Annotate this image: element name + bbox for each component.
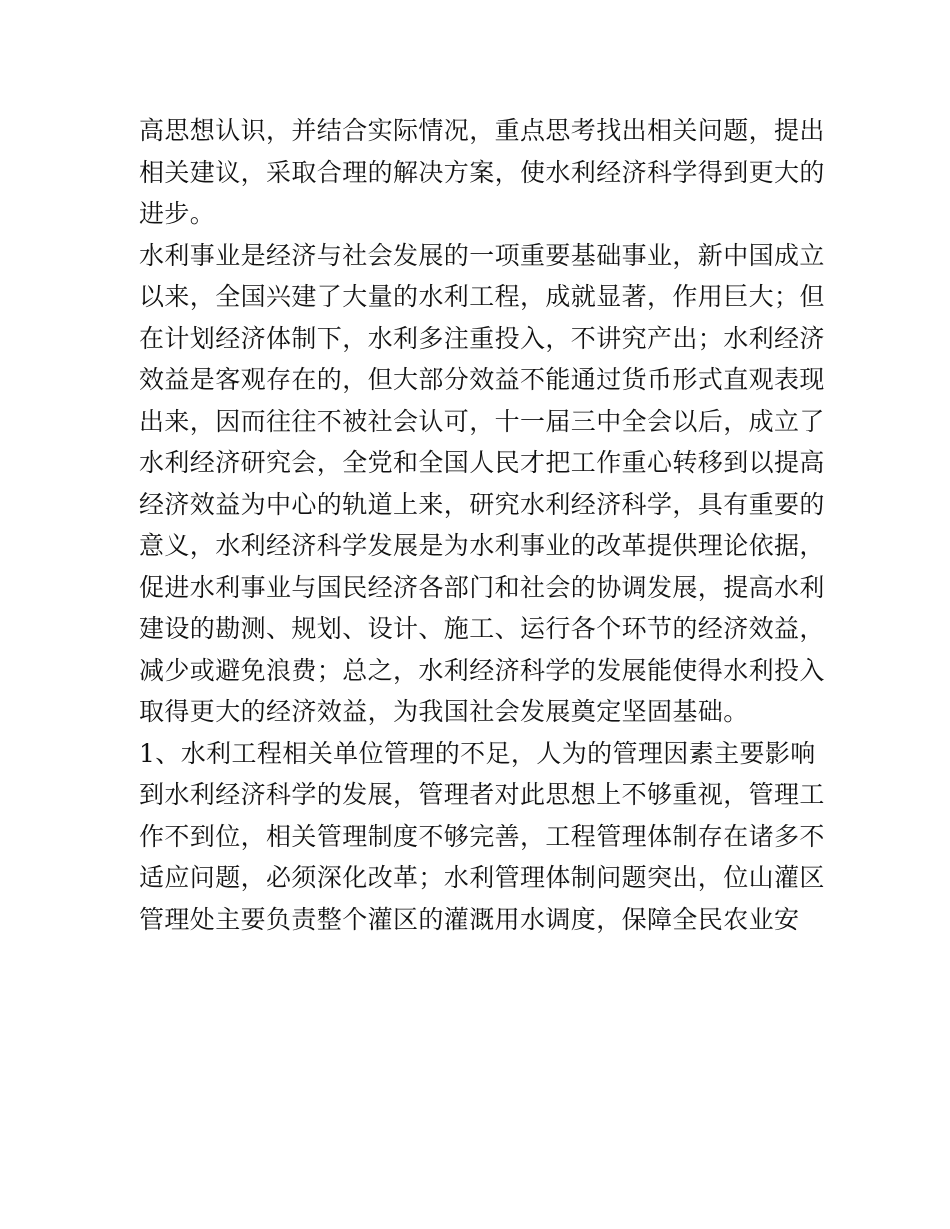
text-line: 水利经济研究会，全党和全国人民才把工作重心转移到以提高: [139, 448, 825, 477]
text-line: 管理处主要负责整个灌区的灌溉用水调度，保障全民农业安: [139, 904, 800, 934]
text-line: 取得更大的经济效益，为我国社会发展奠定坚固基础。: [139, 697, 749, 726]
text-line: 进步。: [139, 199, 216, 228]
text-line: 相关建议，采取合理的解决方案，使水利经济科学得到更大的: [139, 157, 825, 187]
text-line: 高思想认识，并结合实际情况，重点思考找出相关问题，提出: [139, 116, 825, 145]
body-text: [139, 110, 825, 940]
text-line: 促进水利事业与国民经济各部门和社会的协调发展，提高水利: [139, 572, 825, 602]
text-line: 以来，全国兴建了大量的水利工程，成就显著，作用巨大；但: [139, 282, 825, 311]
text-line: 建设的勘测、规划、设计、施工、运行各个环节的经济效益，: [139, 614, 825, 643]
text-line: 作不到位，相关管理制度不够完善，工程管理体制存在诸多不: [139, 821, 825, 851]
text-line: 在计划经济体制下，水利多注重投入，不讲究产出；水利经济: [139, 323, 825, 353]
text-line: 意义，水利经济科学发展是为水利事业的改革提供理论依据，: [139, 531, 825, 560]
text-line: 到水利经济科学的发展，管理者对此思想上不够重视，管理工: [139, 780, 825, 809]
text-line: 适应问题，必须深化改革；水利管理体制问题突出，位山灌区: [139, 863, 825, 892]
text-line: 效益是客观存在的，但大部分效益不能通过货币形式直观表现: [139, 365, 825, 394]
text-line: 水利事业是经济与社会发展的一项重要基础事业，新中国成立: [139, 240, 825, 270]
text-line: 减少或避免浪费；总之，水利经济科学的发展能使得水利投入: [139, 655, 825, 685]
text-line: 经济效益为中心的轨道上来，研究水利经济科学，具有重要的: [139, 489, 825, 519]
text-line: 出来，因而往往不被社会认可，十一届三中全会以后，成立了: [139, 406, 825, 436]
text-line: 1、水利工程相关单位管理的不足，人为的管理因素主要影响: [139, 738, 816, 768]
